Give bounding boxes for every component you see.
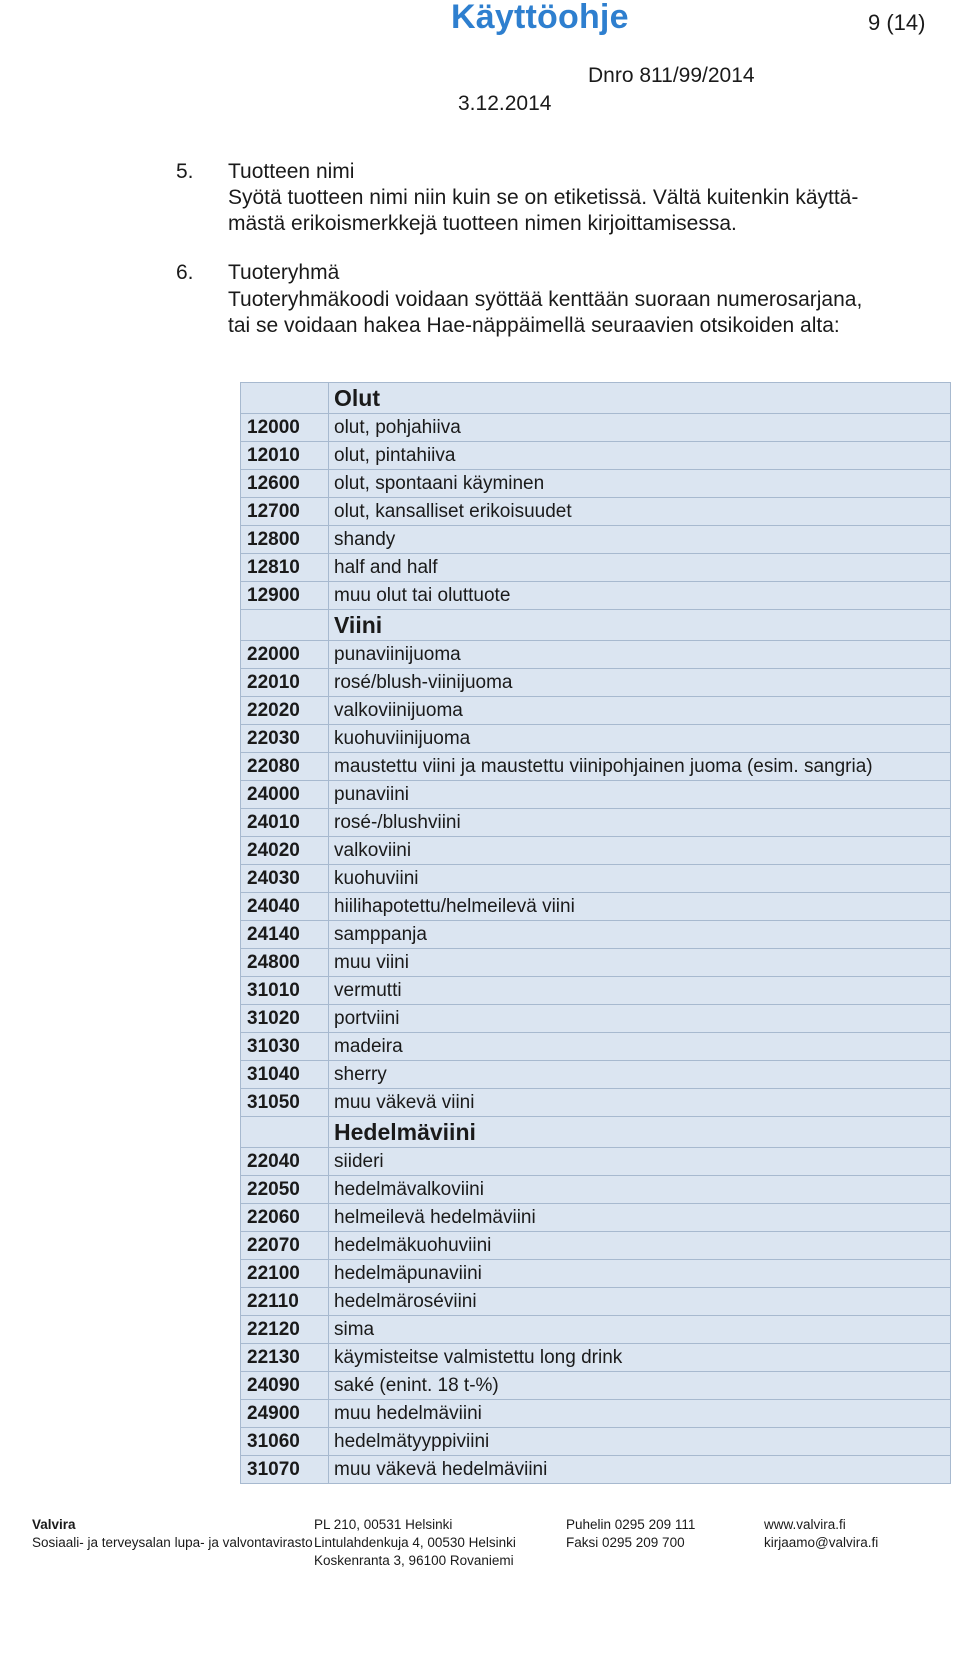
table-row xyxy=(241,1148,951,1176)
table-row xyxy=(241,865,951,893)
product-code: 22000 xyxy=(241,641,329,669)
product-code xyxy=(241,610,329,641)
table-row xyxy=(241,1316,951,1344)
product-name: hedelmävalkoviini xyxy=(329,1176,951,1204)
product-group-table xyxy=(240,382,951,1484)
table-section-header xyxy=(241,383,951,414)
product-code: 12700 xyxy=(241,498,329,526)
table-row xyxy=(241,809,951,837)
product-name: hiilihapotettu/helmeilevä viini xyxy=(329,893,951,921)
product-code: 22030 xyxy=(241,725,329,753)
product-name: muu hedelmäviini xyxy=(329,1400,951,1428)
product-name: muu viini xyxy=(329,949,951,977)
document-number: Dnro 811/99/2014 xyxy=(588,64,755,87)
product-code: 31010 xyxy=(241,977,329,1005)
footer-address-1: PL 210, 00531 Helsinki xyxy=(314,1517,453,1532)
product-code: 24090 xyxy=(241,1372,329,1400)
table-row xyxy=(241,1232,951,1260)
product-code: 24010 xyxy=(241,809,329,837)
product-name: muu väkevä viini xyxy=(329,1089,951,1117)
table-row xyxy=(241,414,951,442)
footer-org-short: Valvira xyxy=(32,1517,76,1532)
product-code: 12810 xyxy=(241,554,329,582)
footer-web-link[interactable]: www.valvira.fi xyxy=(764,1517,846,1532)
product-code: 24040 xyxy=(241,893,329,921)
product-code: 31040 xyxy=(241,1061,329,1089)
footer-email-link[interactable]: kirjaamo@valvira.fi xyxy=(764,1535,879,1550)
product-code: 31050 xyxy=(241,1089,329,1117)
item-6-title: Tuoteryhmä xyxy=(228,261,340,284)
table-row xyxy=(241,1089,951,1117)
table-row xyxy=(241,1033,951,1061)
table-row xyxy=(241,554,951,582)
section-title: Olut xyxy=(329,383,951,414)
product-name: punaviini xyxy=(329,781,951,809)
product-name: käymisteitse valmistettu long drink xyxy=(329,1344,951,1372)
product-code: 12010 xyxy=(241,442,329,470)
table-row xyxy=(241,1176,951,1204)
item-5-title: Tuotteen nimi xyxy=(228,160,355,183)
product-code: 22040 xyxy=(241,1148,329,1176)
footer-address-2: Lintulahdenkuja 4, 00530 Helsinki xyxy=(314,1535,516,1550)
product-code: 22050 xyxy=(241,1176,329,1204)
table-row xyxy=(241,1005,951,1033)
section-title: Hedelmäviini xyxy=(329,1117,951,1148)
product-name: olut, pohjahiiva xyxy=(329,414,951,442)
document-date: 3.12.2014 xyxy=(458,92,552,115)
product-code: 31060 xyxy=(241,1428,329,1456)
product-code: 24140 xyxy=(241,921,329,949)
table-row xyxy=(241,921,951,949)
table-row xyxy=(241,1260,951,1288)
footer-fax: Faksi 0295 209 700 xyxy=(566,1535,685,1550)
product-code: 12900 xyxy=(241,582,329,610)
footer-address-3: Koskenranta 3, 96100 Rovaniemi xyxy=(314,1553,514,1568)
product-code: 22130 xyxy=(241,1344,329,1372)
table-row xyxy=(241,1456,951,1484)
item-5-number: 5. xyxy=(176,160,194,183)
table-row xyxy=(241,893,951,921)
product-code: 12600 xyxy=(241,470,329,498)
product-name: portviini xyxy=(329,1005,951,1033)
product-code: 24020 xyxy=(241,837,329,865)
product-name: madeira xyxy=(329,1033,951,1061)
item-6-text-line2: tai se voidaan hakea Hae-näppäimellä seuraavien otsikoiden alta: xyxy=(228,314,840,337)
table-row xyxy=(241,669,951,697)
product-code: 24800 xyxy=(241,949,329,977)
product-name: hedelmäroséviini xyxy=(329,1288,951,1316)
product-code: 22080 xyxy=(241,753,329,781)
table-row xyxy=(241,949,951,977)
product-name: muu väkevä hedelmäviini xyxy=(329,1456,951,1484)
product-name: siideri xyxy=(329,1148,951,1176)
product-name: saké (enint. 18 t-%) xyxy=(329,1372,951,1400)
product-name: half and half xyxy=(329,554,951,582)
product-name: rosé-/blushviini xyxy=(329,809,951,837)
product-name: muu olut tai oluttuote xyxy=(329,582,951,610)
table-row xyxy=(241,977,951,1005)
product-code xyxy=(241,1117,329,1148)
product-code: 24900 xyxy=(241,1400,329,1428)
item-6-text-line1: Tuoteryhmäkoodi voidaan syöttää kenttään suoraan numerosarjana, xyxy=(228,288,863,311)
table-row xyxy=(241,725,951,753)
product-name: helmeilevä hedelmäviini xyxy=(329,1204,951,1232)
footer-org-full: Sosiaali- ja terveysalan lupa- ja valvontavirasto xyxy=(32,1535,313,1550)
table-row xyxy=(241,442,951,470)
product-name: hedelmäpunaviini xyxy=(329,1260,951,1288)
product-code: 22110 xyxy=(241,1288,329,1316)
product-code: 31070 xyxy=(241,1456,329,1484)
table-row xyxy=(241,470,951,498)
product-name: kuohuviinijuoma xyxy=(329,725,951,753)
product-code: 12800 xyxy=(241,526,329,554)
product-code: 12000 xyxy=(241,414,329,442)
section-title: Viini xyxy=(329,610,951,641)
table-section-header xyxy=(241,1117,951,1148)
table-row xyxy=(241,1428,951,1456)
product-code: 22020 xyxy=(241,697,329,725)
product-name: olut, spontaani käyminen xyxy=(329,470,951,498)
product-code: 31020 xyxy=(241,1005,329,1033)
product-name: valkoviinijuoma xyxy=(329,697,951,725)
product-code: 22100 xyxy=(241,1260,329,1288)
product-code: 24000 xyxy=(241,781,329,809)
table-row xyxy=(241,1204,951,1232)
table-row xyxy=(241,837,951,865)
product-code: 22060 xyxy=(241,1204,329,1232)
product-name: vermutti xyxy=(329,977,951,1005)
product-code: 22070 xyxy=(241,1232,329,1260)
page-number: 9 (14) xyxy=(868,10,926,35)
product-name: maustettu viini ja maustettu viinipohjainen juoma (esim. sangria) xyxy=(329,753,951,781)
product-name: samppanja xyxy=(329,921,951,949)
table-row xyxy=(241,1061,951,1089)
table-row xyxy=(241,582,951,610)
item-5-text-line1: Syötä tuotteen nimi niin kuin se on etiketissä. Vältä kuitenkin käyttä- xyxy=(228,186,859,209)
product-code: 22120 xyxy=(241,1316,329,1344)
product-code: 31030 xyxy=(241,1033,329,1061)
product-name: sherry xyxy=(329,1061,951,1089)
product-code xyxy=(241,383,329,414)
table-row xyxy=(241,641,951,669)
item-6-number: 6. xyxy=(176,261,194,284)
page-title: Käyttöohje xyxy=(451,0,629,36)
table-row xyxy=(241,753,951,781)
item-5-text-line2: mästä erikoismerkkejä tuotteen nimen kirjoittamisessa. xyxy=(228,212,737,235)
table-row xyxy=(241,781,951,809)
table-row xyxy=(241,498,951,526)
product-name: valkoviini xyxy=(329,837,951,865)
product-code: 24030 xyxy=(241,865,329,893)
table-section-header xyxy=(241,610,951,641)
product-name: kuohuviini xyxy=(329,865,951,893)
table-row xyxy=(241,1288,951,1316)
product-name: hedelmäkuohuviini xyxy=(329,1232,951,1260)
table-row xyxy=(241,697,951,725)
footer-phone: Puhelin 0295 209 111 xyxy=(566,1517,696,1532)
product-code: 22010 xyxy=(241,669,329,697)
product-name: shandy xyxy=(329,526,951,554)
product-name: rosé/blush-viinijuoma xyxy=(329,669,951,697)
table-row xyxy=(241,1344,951,1372)
product-name: hedelmätyyppiviini xyxy=(329,1428,951,1456)
table-row xyxy=(241,1372,951,1400)
table-row xyxy=(241,1400,951,1428)
table-row xyxy=(241,526,951,554)
product-name: olut, kansalliset erikoisuudet xyxy=(329,498,951,526)
product-name: olut, pintahiiva xyxy=(329,442,951,470)
product-name: sima xyxy=(329,1316,951,1344)
product-name: punaviinijuoma xyxy=(329,641,951,669)
